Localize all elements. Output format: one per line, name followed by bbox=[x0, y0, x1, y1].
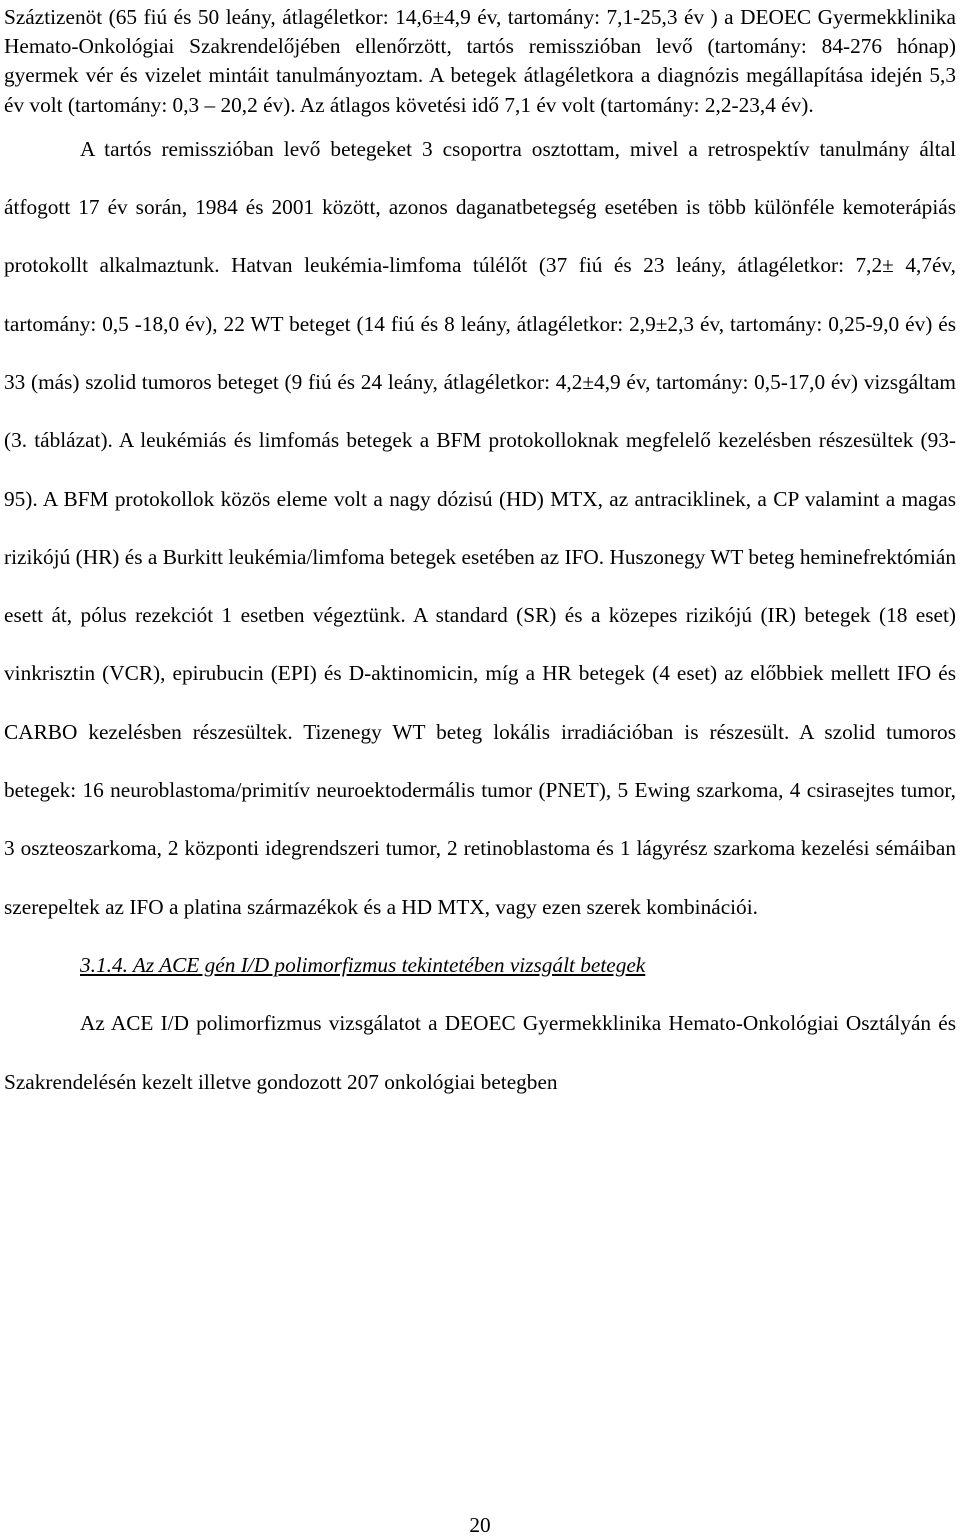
page-number: 20 bbox=[469, 1513, 491, 1537]
section-heading: 3.1.4. Az ACE gén I/D polimorfizmus tekintetében vizsgált betegek bbox=[80, 952, 646, 977]
paragraph-patient-overview: Száztizenöt (65 fiú és 50 leány, átlagéletkor: 14,6±4,9 év, tartomány: 7,1-25,3 év ) a DEOEC Gyermekklinika Hemato-Onkológiai Szakrendelőjében ellenőrzött, tartós remisszióban levő (tartomány: 84-276 hónap) gyermek vér és vizelet mintáit tanulmányoztam. A betegek átlagéletkora a diagnózis megállapítása idején 5,3 év volt (tartomány: 0,3 – 20,2 év). Az átlagos követési idő 7,1 év volt (tartomány: 2,2-23,4 év). bbox=[4, 5, 956, 117]
paragraph-patient-groups: A tartós remisszióban levő betegeket 3 csoportra osztottam, mivel a retrospektív tanulmány által átfogott 17 év során, 1984 és 2001 között, azonos daganatbetegség esetében is több különféle kemoterápiás protokollt alkalmaztunk. Hatvan leukémia-limfoma túlélőt (37 fiú és 23 leány, átlagéletkor: 7,2± 4,7év, tartomány: 0,5 -18,0 év), 22 WT beteget (14 fiú és 8 leány, átlagéletkor: 2,9±2,3 év, tartomány: 0,25-9,0 év) és 33 (más) szolid tumoros beteget (9 fiú és 24 leány, átlagéletkor: 4,2±4,9 év, tartomány: 0,5-17,0 év) vizsgáltam (3. táblázat). A leukémiás és limfomás betegek a BFM protokolloknak megfelelő kezelésben részesültek (93-95). A BFM protokollok közös eleme volt a nagy dózisú (HD) MTX, az antraciklinek, a CP valamint a magas rizikójú (HR) és a Burkitt leukémia/limfoma betegek esetében az IFO. Huszonegy WT beteg heminefrektómián esett át, pólus rezekciót 1 esetben végeztünk. A standard (SR) és a közepes rizikójú (IR) betegek (18 eset) vinkrisztin (VCR), epirubucin (EPI) és D-aktinomicin, míg a HR betegek (4 eset) az előbbiek mellett IFO és CARBO kezelésben részesültek. Tizenegy WT beteg lokális irradiációban is részesült. A szolid tumoros betegek: 16 neuroblastoma/primitív neuroektodermális tumor (PNET), 5 Ewing szarkoma, 4 csirasejtes tumor, 3 oszteoszarkoma, 2 központi idegrendszeri tumor, 2 retinoblastoma és 1 lágyrész szarkoma kezelési sémáiban szerepeltek az IFO a platina származékok és a HD MTX, vagy ezen szerek kombinációi. bbox=[4, 136, 956, 919]
paragraph-ace-study: Az ACE I/D polimorfizmus vizsgálatot a DEOEC Gyermekklinika Hemato-Onkológiai Osztályán és Szakrendelésén kezelt illetve gondozott 207 onkológiai betegben bbox=[4, 1011, 956, 1094]
document-page bbox=[4, 0, 956, 1111]
